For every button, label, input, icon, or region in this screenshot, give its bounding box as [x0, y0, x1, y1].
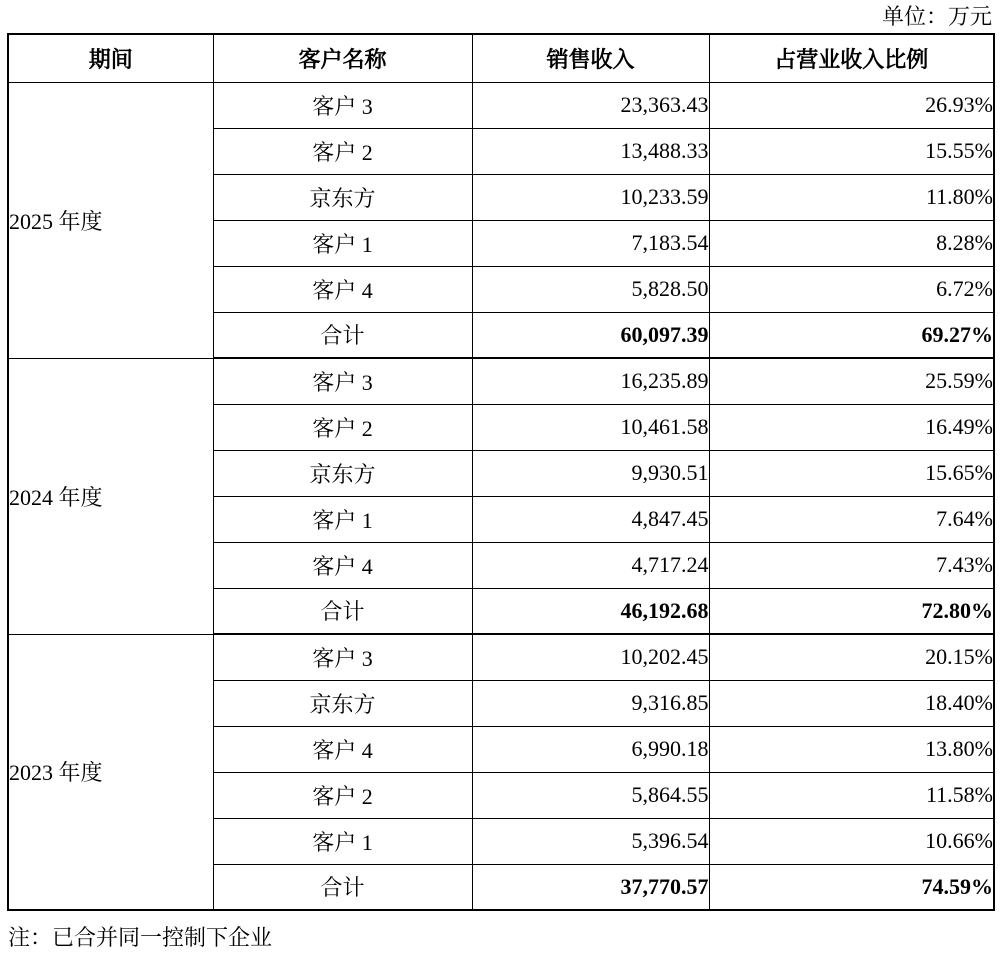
- customer-name: 客户 4: [213, 542, 472, 588]
- total-sales: 60,097.39: [472, 312, 709, 358]
- table-row: [8, 634, 994, 680]
- table-row: [8, 82, 994, 128]
- customer-name: 客户 3: [213, 82, 472, 128]
- sales-value: 6,990.18: [472, 726, 709, 772]
- customer-name: 京东方: [213, 680, 472, 726]
- sales-value: 4,847.45: [472, 496, 709, 542]
- sales-value: 9,930.51: [472, 450, 709, 496]
- total-sales: 46,192.68: [472, 588, 709, 634]
- ratio-value: 20.15%: [709, 634, 994, 680]
- period-cell: 2023 年度: [8, 634, 213, 910]
- header-sales: 销售收入: [472, 34, 709, 82]
- unit-label: 单位：万元: [881, 4, 992, 29]
- sales-value: 10,233.59: [472, 174, 709, 220]
- ratio-value: 7.64%: [709, 496, 994, 542]
- sales-value: 5,828.50: [472, 266, 709, 312]
- sales-value: 23,363.43: [472, 82, 709, 128]
- ratio-value: 26.93%: [709, 82, 994, 128]
- customer-name: 客户 2: [213, 128, 472, 174]
- customer-name: 京东方: [213, 174, 472, 220]
- sales-value: 10,202.45: [472, 634, 709, 680]
- customer-name: 京东方: [213, 450, 472, 496]
- ratio-value: 16.49%: [709, 404, 994, 450]
- group-2025: [8, 82, 994, 358]
- ratio-value: 15.55%: [709, 128, 994, 174]
- customer-name: 客户 1: [213, 496, 472, 542]
- ratio-value: 15.65%: [709, 450, 994, 496]
- sales-value: 9,316.85: [472, 680, 709, 726]
- ratio-value: 18.40%: [709, 680, 994, 726]
- total-ratio: 72.80%: [709, 588, 994, 634]
- ratio-value: 6.72%: [709, 266, 994, 312]
- ratio-value: 13.80%: [709, 726, 994, 772]
- sales-value: 7,183.54: [472, 220, 709, 266]
- customer-sales-table: [7, 33, 995, 911]
- sales-value: 10,461.58: [472, 404, 709, 450]
- customer-name: 客户 2: [213, 772, 472, 818]
- total-label: 合计: [213, 864, 472, 910]
- ratio-value: 25.59%: [709, 358, 994, 404]
- total-label: 合计: [213, 312, 472, 358]
- customer-name: 客户 4: [213, 266, 472, 312]
- table-header-row: [8, 34, 994, 82]
- group-2023: [8, 634, 994, 910]
- period-cell: 2025 年度: [8, 82, 213, 358]
- sales-value: 4,717.24: [472, 542, 709, 588]
- total-ratio: 74.59%: [709, 864, 994, 910]
- customer-name: 客户 4: [213, 726, 472, 772]
- ratio-value: 7.43%: [709, 542, 994, 588]
- total-label: 合计: [213, 588, 472, 634]
- sales-value: 16,235.89: [472, 358, 709, 404]
- sales-value: 5,864.55: [472, 772, 709, 818]
- header-customer-name: 客户名称: [213, 34, 472, 82]
- ratio-value: 11.80%: [709, 174, 994, 220]
- sales-value: 5,396.54: [472, 818, 709, 864]
- footnote: 注：已合并同一控制下企业: [8, 925, 273, 950]
- ratio-value: 8.28%: [709, 220, 994, 266]
- customer-name: 客户 1: [213, 220, 472, 266]
- ratio-value: 10.66%: [709, 818, 994, 864]
- header-ratio: 占营业收入比例: [709, 34, 994, 82]
- customer-name: 客户 1: [213, 818, 472, 864]
- total-ratio: 69.27%: [709, 312, 994, 358]
- table-row: [8, 358, 994, 404]
- customer-name: 客户 3: [213, 358, 472, 404]
- group-2024: [8, 358, 994, 634]
- customer-name: 客户 2: [213, 404, 472, 450]
- customer-name: 客户 3: [213, 634, 472, 680]
- period-cell: 2024 年度: [8, 358, 213, 634]
- total-sales: 37,770.57: [472, 864, 709, 910]
- header-period: 期间: [8, 34, 213, 82]
- ratio-value: 11.58%: [709, 772, 994, 818]
- sales-value: 13,488.33: [472, 128, 709, 174]
